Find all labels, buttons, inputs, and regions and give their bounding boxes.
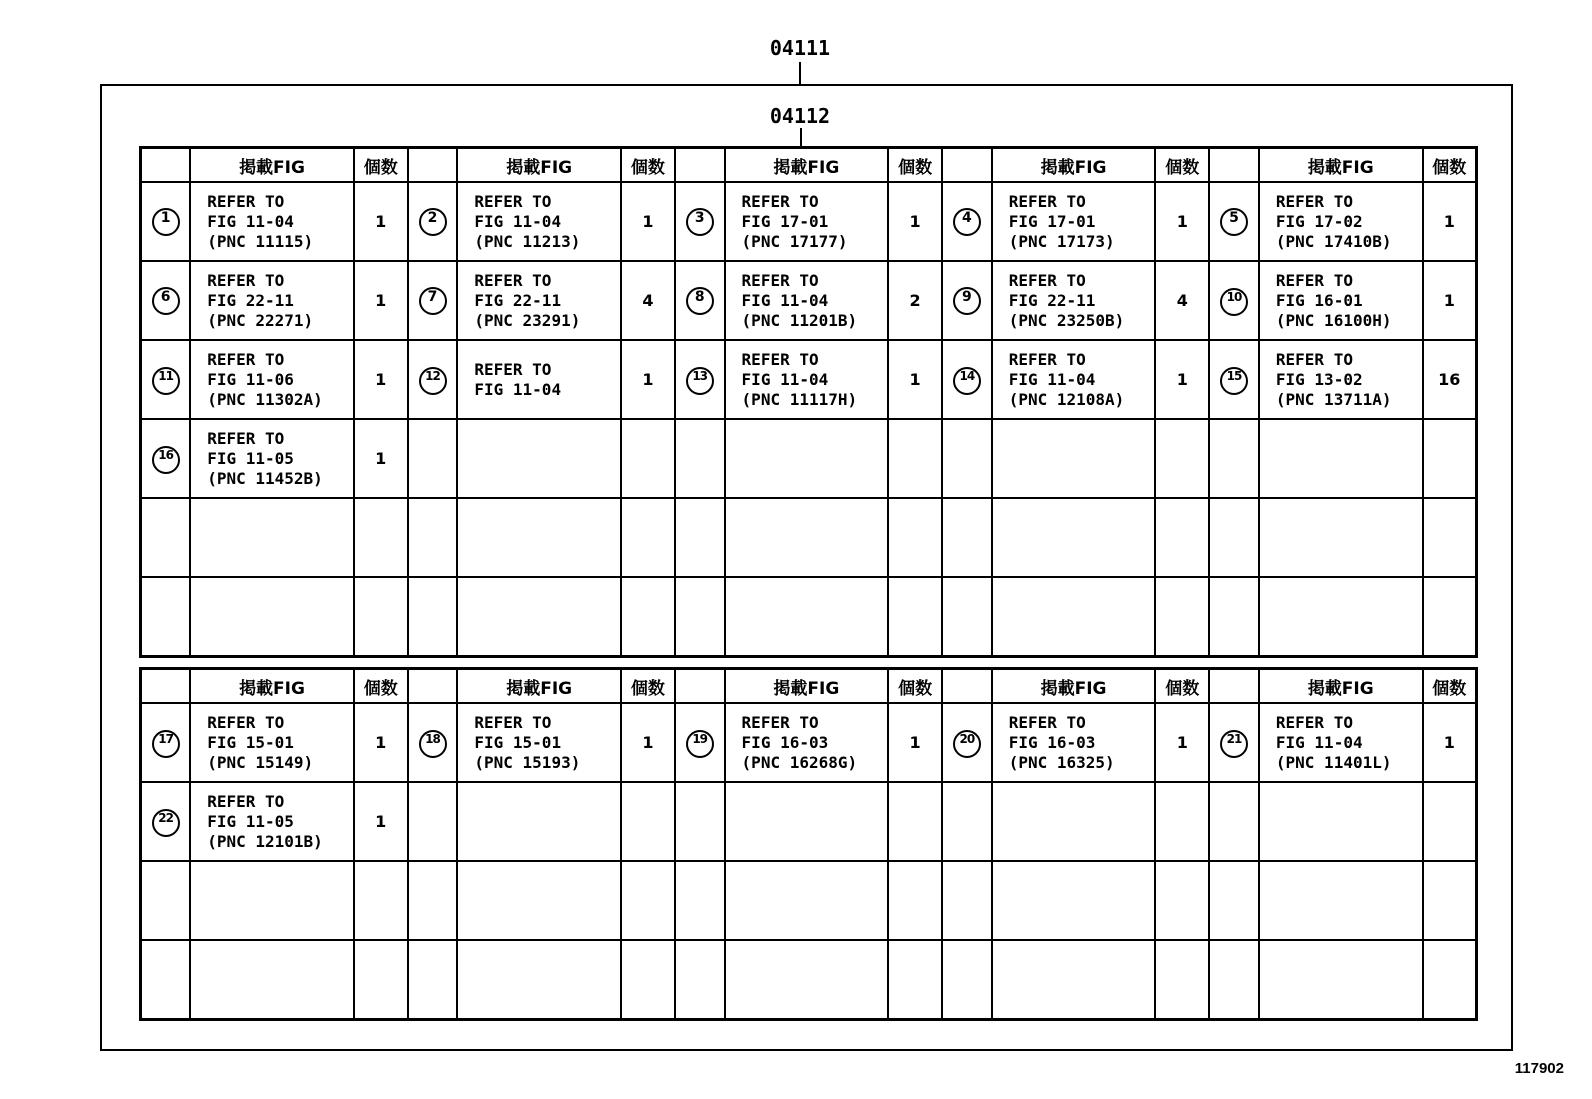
item-number-cell [408,498,458,577]
item-number-cell [141,498,191,577]
fig-number-text: FIG 11-04 [1275,732,1363,752]
item-number-badge: 9 [953,287,981,315]
fig-reference-cell [1259,261,1423,340]
item-number-cell [675,703,725,782]
table-row [141,419,1477,498]
pnc-text: (PNC 11201B) [741,310,858,330]
header-qty-cell: 個数 [1423,669,1477,704]
item-number-cell [141,577,191,657]
quantity-cell: 1 [354,182,408,261]
fig-reference-cell [190,861,354,940]
fig-number-text: FIG 17-01 [1008,211,1096,231]
fig-reference-cell [1259,577,1423,657]
item-number-badge: 20 [953,730,981,758]
table-row [141,861,1477,940]
quantity-cell [621,861,675,940]
quantity-cell: 1 [354,261,408,340]
item-number-cell [1209,182,1259,261]
quantity-cell [1423,419,1477,498]
quantity-cell: 4 [621,261,675,340]
header-qty-cell: 個数 [1155,148,1209,183]
item-number-badge: 5 [1220,208,1248,236]
item-number-cell [408,419,458,498]
table-row [141,577,1477,657]
header-fig-cell: 掲載FIG [992,148,1156,183]
header-fig-cell: 掲載FIG [992,669,1156,704]
quantity-cell [354,577,408,657]
item-number-cell [408,340,458,419]
quantity-cell [1423,940,1477,1020]
header-fig-cell: 掲載FIG [725,148,889,183]
quantity-cell [354,861,408,940]
fig-reference-cell [190,782,354,861]
item-number-cell [1209,340,1259,419]
refer-to-text: REFER TO [1008,712,1086,732]
fig-number-text: FIG 16-01 [1275,290,1363,310]
header-num-cell [1209,148,1259,183]
header-fig-cell: 掲載FIG [1259,148,1423,183]
pnc-text: (PNC 22271) [207,310,314,330]
quantity-cell [888,419,942,498]
item-number-cell [675,861,725,940]
fig-number-text: FIG 22-11 [207,290,294,310]
item-number-badge: 19 [686,730,714,758]
item-number-cell [408,782,458,861]
table-header-row [141,669,1477,704]
fig-reference-cell [992,340,1156,419]
item-number-badge: 14 [953,367,981,395]
fig-reference-cell [457,782,621,861]
item-number-cell [675,940,725,1020]
header-qty-cell: 個数 [354,148,408,183]
drawing-number: 117902 [1514,1060,1564,1077]
item-number-cell [1209,703,1259,782]
quantity-cell: 2 [888,261,942,340]
refer-to-text: REFER TO [207,791,285,811]
quantity-cell: 1 [354,340,408,419]
fig-number-text: FIG 11-04 [474,211,562,231]
item-number-badge: 15 [1220,367,1248,395]
fig-reference-cell [992,419,1156,498]
fig-reference-cell [1259,703,1423,782]
header-num-cell [408,148,458,183]
header-fig-cell: 掲載FIG [1259,669,1423,704]
quantity-cell [888,577,942,657]
fig-reference-cell [725,782,889,861]
quantity-cell: 1 [1423,261,1477,340]
pnc-text: (PNC 11452B) [207,468,323,488]
header-num-cell [942,669,992,704]
parts-reference-table-2 [139,667,1478,1021]
fig-reference-cell [725,861,889,940]
item-number-cell [942,782,992,861]
pnc-text: (PNC 16100H) [1275,310,1392,330]
fig-number-text: FIG 16-03 [741,732,829,752]
fig-reference-cell [1259,940,1423,1020]
item-number-cell [942,940,992,1020]
item-number-cell [1209,498,1259,577]
item-number-cell [942,182,992,261]
item-number-cell [675,782,725,861]
fig-number-text: FIG 11-06 [207,369,294,389]
item-number-badge: 17 [152,730,180,758]
item-number-cell [1209,419,1259,498]
fig-reference-cell [190,340,354,419]
fig-reference-cell [992,703,1156,782]
header-fig-cell: 掲載FIG [190,148,354,183]
pnc-text: (PNC 15149) [207,752,314,772]
parts-reference-table-1 [139,146,1478,658]
item-number-cell [141,419,191,498]
fig-reference-cell [725,498,889,577]
item-number-cell [1209,782,1259,861]
table-row [141,703,1477,782]
fig-reference-cell [992,498,1156,577]
quantity-cell: 1 [888,340,942,419]
fig-number-text: FIG 16-03 [1008,732,1096,752]
item-number-cell [408,182,458,261]
quantity-cell [1155,940,1209,1020]
item-number-cell [942,577,992,657]
fig-reference-cell [725,419,889,498]
quantity-cell: 1 [1423,182,1477,261]
quantity-cell [1155,861,1209,940]
header-num-cell [675,148,725,183]
refer-to-text: REFER TO [1275,349,1353,369]
fig-number-text: FIG 11-04 [1008,369,1096,389]
item-number-cell [1209,577,1259,657]
fig-number-text: FIG 11-05 [207,811,294,831]
pnc-text: (PNC 15193) [474,752,581,772]
quantity-cell: 1 [888,182,942,261]
item-number-badge: 21 [1220,730,1248,758]
refer-to-text: REFER TO [741,712,819,732]
quantity-cell [888,940,942,1020]
fig-number-text: FIG 22-11 [474,290,562,310]
fig-reference-cell [457,419,621,498]
item-number-cell [942,498,992,577]
refer-to-text: REFER TO [207,349,285,369]
pnc-text: (PNC 11401L) [1275,752,1392,772]
pnc-text: (PNC 12108A) [1008,389,1125,409]
item-number-badge: 11 [152,367,180,395]
quantity-cell: 1 [621,340,675,419]
fig-number-text: FIG 11-04 [741,369,829,389]
fig-reference-cell [1259,782,1423,861]
header-num-cell [1209,669,1259,704]
refer-to-text: REFER TO [1275,712,1353,732]
refer-to-text: REFER TO [207,270,285,290]
fig-reference-cell [457,498,621,577]
item-number-cell [408,703,458,782]
table-row [141,261,1477,340]
item-number-cell [1209,261,1259,340]
header-fig-cell: 掲載FIG [190,669,354,704]
header-fig-cell: 掲載FIG [725,669,889,704]
refer-to-text: REFER TO [474,270,552,290]
quantity-cell: 1 [354,782,408,861]
item-number-badge: 18 [419,730,447,758]
item-number-badge: 10 [1220,288,1248,316]
refer-to-text: REFER TO [474,712,552,732]
fig-reference-cell [1259,861,1423,940]
fig-reference-cell [725,940,889,1020]
quantity-cell [354,940,408,1020]
quantity-cell [1155,498,1209,577]
fig-reference-cell [725,261,889,340]
pnc-text: (PNC 11213) [474,231,581,251]
refer-to-text: REFER TO [741,191,819,211]
fig-number-text: FIG 11-04 [474,379,562,399]
fig-reference-cell [725,577,889,657]
pnc-text: (PNC 11115) [207,231,314,251]
header-qty-cell: 個数 [621,669,675,704]
item-number-badge: 6 [152,287,180,315]
fig-reference-cell [457,261,621,340]
quantity-cell: 1 [1155,340,1209,419]
table-row [141,940,1477,1020]
header-qty-cell: 個数 [1155,669,1209,704]
pnc-text: (PNC 17177) [741,231,848,251]
refer-to-text: REFER TO [1008,270,1086,290]
fig-reference-cell [992,577,1156,657]
header-qty-cell: 個数 [354,669,408,704]
pnc-text: (PNC 11302A) [207,389,323,409]
fig-reference-cell [457,861,621,940]
fig-number-text: FIG 11-04 [741,290,829,310]
table-row [141,498,1477,577]
quantity-cell [1155,782,1209,861]
fig-reference-cell [992,861,1156,940]
fig-reference-cell [190,182,354,261]
item-number-badge: 3 [686,208,714,236]
header-num-cell [408,669,458,704]
fig-reference-cell [992,261,1156,340]
item-number-cell [675,577,725,657]
fig-reference-cell [457,340,621,419]
refer-to-text: REFER TO [474,359,552,379]
quantity-cell: 1 [354,703,408,782]
header-num-cell [675,669,725,704]
pnc-text: (PNC 12101B) [207,831,323,851]
quantity-cell: 16 [1423,340,1477,419]
fig-number-text: FIG 17-02 [1275,211,1363,231]
quantity-cell [621,940,675,1020]
pnc-text: (PNC 11117H) [741,389,858,409]
refer-to-text: REFER TO [474,191,552,211]
item-number-cell [675,419,725,498]
item-number-cell [942,703,992,782]
item-number-cell [675,261,725,340]
fig-reference-cell [992,182,1156,261]
fig-reference-cell [1259,340,1423,419]
quantity-cell: 1 [621,182,675,261]
header-fig-cell: 掲載FIG [457,669,621,704]
item-number-badge: 4 [953,208,981,236]
fig-reference-cell [725,182,889,261]
fig-reference-cell [190,261,354,340]
item-number-cell [675,340,725,419]
refer-to-text: REFER TO [741,349,819,369]
item-number-cell [675,498,725,577]
fig-reference-cell [457,940,621,1020]
item-number-cell [141,261,191,340]
item-number-cell [1209,861,1259,940]
item-number-badge: 1 [152,208,180,236]
refer-to-text: REFER TO [1275,270,1353,290]
quantity-cell [1423,782,1477,861]
pnc-text: (PNC 23291) [474,310,581,330]
quantity-cell: 1 [1155,703,1209,782]
item-number-cell [141,940,191,1020]
table-row [141,782,1477,861]
pnc-text: (PNC 16268G) [741,752,858,772]
fig-reference-cell [1259,419,1423,498]
fig-reference-cell [190,703,354,782]
fig-reference-cell [457,703,621,782]
item-number-cell [141,340,191,419]
header-qty-cell: 個数 [888,669,942,704]
fig-reference-cell [725,703,889,782]
item-number-badge: 12 [419,367,447,395]
quantity-cell [1155,577,1209,657]
fig-number-text: FIG 13-02 [1275,369,1363,389]
item-number-cell [942,861,992,940]
item-number-cell [141,703,191,782]
header-num-cell [942,148,992,183]
item-number-cell [141,782,191,861]
refer-to-text: REFER TO [1275,191,1353,211]
quantity-cell [621,577,675,657]
fig-reference-cell [190,940,354,1020]
fig-number-text: FIG 17-01 [741,211,829,231]
quantity-cell [1423,577,1477,657]
fig-reference-cell [190,577,354,657]
header-fig-cell: 掲載FIG [457,148,621,183]
quantity-cell [1423,861,1477,940]
fig-number-text: FIG 11-04 [207,211,294,231]
quantity-cell: 1 [1155,182,1209,261]
item-number-cell [408,261,458,340]
item-number-cell [408,940,458,1020]
quantity-cell [888,498,942,577]
quantity-cell [888,861,942,940]
pnc-text: (PNC 17173) [1008,231,1115,251]
item-number-cell [942,340,992,419]
fig-number-text: FIG 11-05 [207,448,294,468]
quantity-cell: 1 [1423,703,1477,782]
item-number-cell [408,577,458,657]
fig-reference-cell [457,577,621,657]
item-number-badge: 22 [152,809,180,837]
pnc-text: (PNC 16325) [1008,752,1115,772]
pnc-text: (PNC 17410B) [1275,231,1392,251]
item-number-cell [141,182,191,261]
leader-line-04112 [800,128,802,146]
refer-to-text: REFER TO [207,191,285,211]
item-number-cell [942,261,992,340]
quantity-cell [621,498,675,577]
header-qty-cell: 個数 [621,148,675,183]
item-number-cell [942,419,992,498]
refer-to-text: REFER TO [1008,349,1086,369]
fig-reference-cell [725,340,889,419]
fig-reference-cell [190,419,354,498]
fig-number-text: FIG 15-01 [474,732,562,752]
fig-reference-cell [992,782,1156,861]
header-num-cell [141,669,191,704]
quantity-cell [354,498,408,577]
item-number-badge: 13 [686,367,714,395]
table-header-row [141,148,1477,183]
fig-number-text: FIG 15-01 [207,732,294,752]
pnc-text: (PNC 13711A) [1275,389,1392,409]
refer-to-text: REFER TO [741,270,819,290]
assembly-label-04112: 04112 [769,104,831,128]
header-num-cell [141,148,191,183]
item-number-badge: 7 [419,287,447,315]
fig-number-text: FIG 22-11 [1008,290,1096,310]
item-number-cell [1209,940,1259,1020]
quantity-cell: 1 [354,419,408,498]
pnc-text: (PNC 23250B) [1008,310,1125,330]
fig-reference-cell [1259,182,1423,261]
fig-reference-cell [1259,498,1423,577]
refer-to-text: REFER TO [207,428,285,448]
item-number-badge: 2 [419,208,447,236]
item-number-cell [675,182,725,261]
item-number-cell [141,861,191,940]
quantity-cell: 1 [888,703,942,782]
refer-to-text: REFER TO [1008,191,1086,211]
header-qty-cell: 個数 [1423,148,1477,183]
assembly-label-04111: 04111 [769,36,831,60]
leader-line-04111 [799,62,801,84]
quantity-cell: 1 [621,703,675,782]
quantity-cell [621,419,675,498]
item-number-badge: 16 [152,446,180,474]
table-row [141,182,1477,261]
item-number-cell [408,861,458,940]
fig-reference-cell [190,498,354,577]
fig-reference-cell [457,182,621,261]
quantity-cell: 4 [1155,261,1209,340]
quantity-cell [1423,498,1477,577]
header-qty-cell: 個数 [888,148,942,183]
fig-reference-cell [992,940,1156,1020]
table-row [141,340,1477,419]
quantity-cell [1155,419,1209,498]
quantity-cell [888,782,942,861]
quantity-cell [621,782,675,861]
item-number-badge: 8 [686,287,714,315]
refer-to-text: REFER TO [207,712,285,732]
